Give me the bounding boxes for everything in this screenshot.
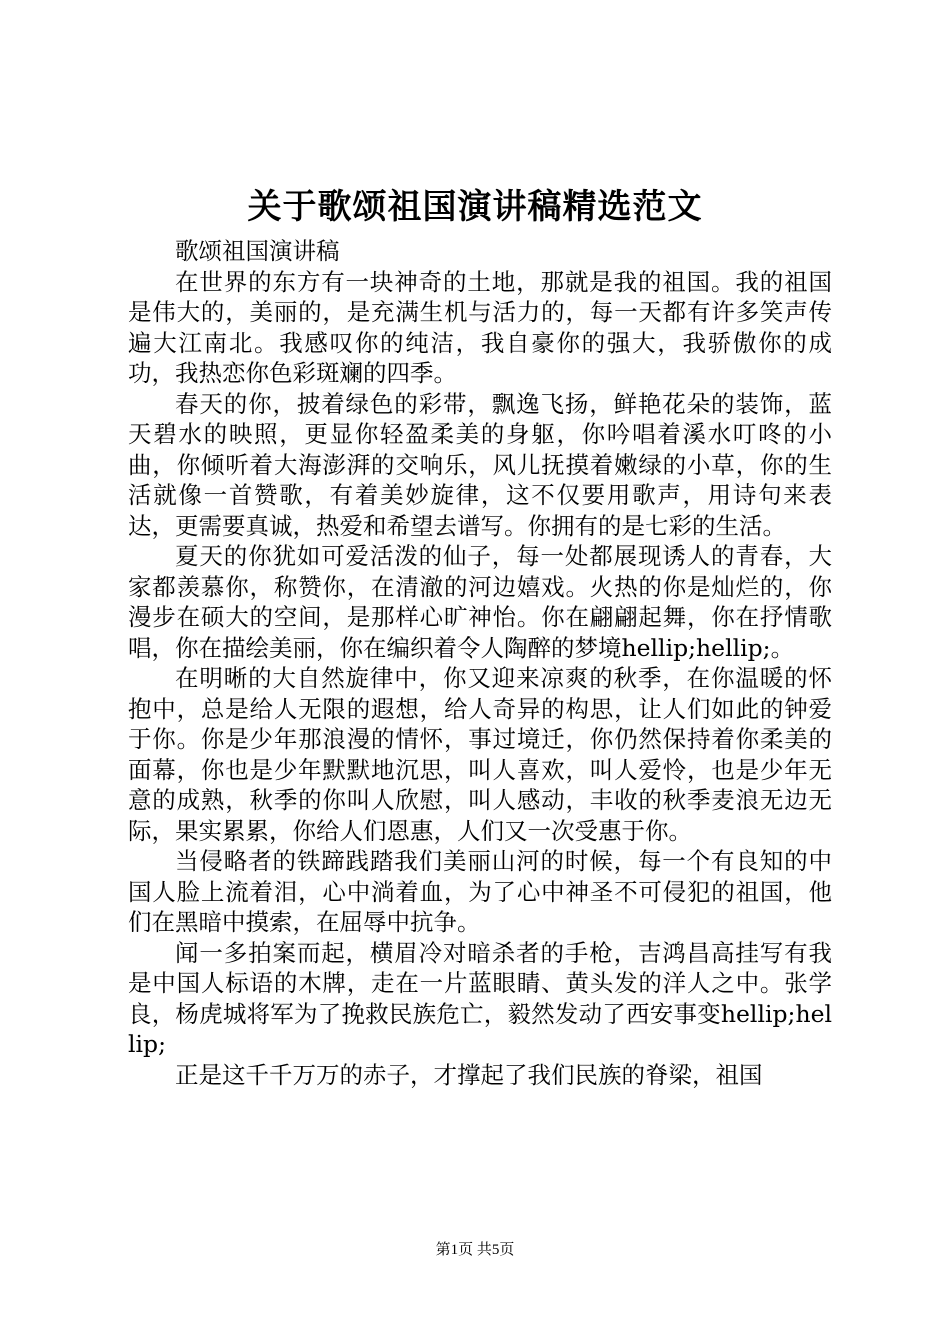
document-title: 关于歌颂祖国演讲稿精选范文	[247, 187, 703, 227]
paragraph: 当侵略者的铁蹄践踏我们美丽山河的时候，每一个有良知的中国人脸上流着泪，心中淌着血，为了心中神圣不可侵犯的祖国，他们在黑暗中摸索，在屈辱中抗争。	[128, 847, 832, 936]
page-number-footer: 第1页 共5页	[435, 1242, 515, 1258]
paragraph-subtitle: 歌颂祖国演讲稿	[175, 237, 340, 265]
paragraph: 在明晰的大自然旋律中，你又迎来凉爽的秋季，在你温暖的怀抱中，总是给人无限的遐想，给人奇异的构思，让人们如此的钟爱于你。你是少年那浪漫的情怀，事过境迁，你仍然保持着你柔美的面幕，你也是少年默默地沉思，叫人喜欢，叫人爱怜，也是少年无意的成熟，秋季的你叫人欣慰，叫人感动，丰收的秋季麦浪无边无际，果实累累，你给人们恩惠，人们又一次受惠于你。	[128, 664, 832, 845]
paragraph: 正是这千千万万的赤子，才撑起了我们民族的脊梁，祖国	[175, 1060, 763, 1089]
paragraph: 在世界的东方有一块神奇的土地，那就是我的祖国。我的祖国是伟大的，美丽的，是充满生机与活力的，每一天都有许多笑声传遍大江南北。我感叹你的纯洁，我自豪你的强大，我骄傲你的成功，我热恋你色彩斑斓的四季。	[128, 267, 832, 387]
paragraph: 春天的你，披着绿色的彩带，飘逸飞扬，鲜艳花朵的装饰，蓝天碧水的映照，更显你轻盈柔美的身躯，你吟唱着溪水叮咚的小曲，你倾听着大海澎湃的交响乐，风儿抚摸着嫩绿的小草，你的生活就像一首赞歌，有着美妙旋律，这不仅要用歌声，用诗句来表达，更需要真诚，热爱和希望去谱写。你拥有的是七彩的生活。	[128, 389, 832, 540]
document-body	[128, 236, 832, 1090]
paragraph: 夏天的你犹如可爱活泼的仙子，每一处都展现诱人的青春，大家都羡慕你，称赞你，在清澈的河边嬉戏。火热的你是灿烂的，你漫步在硕大的空间，是那样心旷神怡。你在翩翩起舞，你在抒情歌唱，你在描绘美丽，你在编织着令人陶醉的梦境hellip;hellip;。	[128, 542, 832, 662]
paragraph: 闻一多拍案而起，横眉冷对暗杀者的手枪，吉鸿昌高挂写有我是中国人标语的木牌，走在一片蓝眼睛、黄头发的洋人之中。张学良，杨虎城将军为了挽救民族危亡，毅然发动了西安事变hellip;hellip;	[128, 938, 832, 1058]
